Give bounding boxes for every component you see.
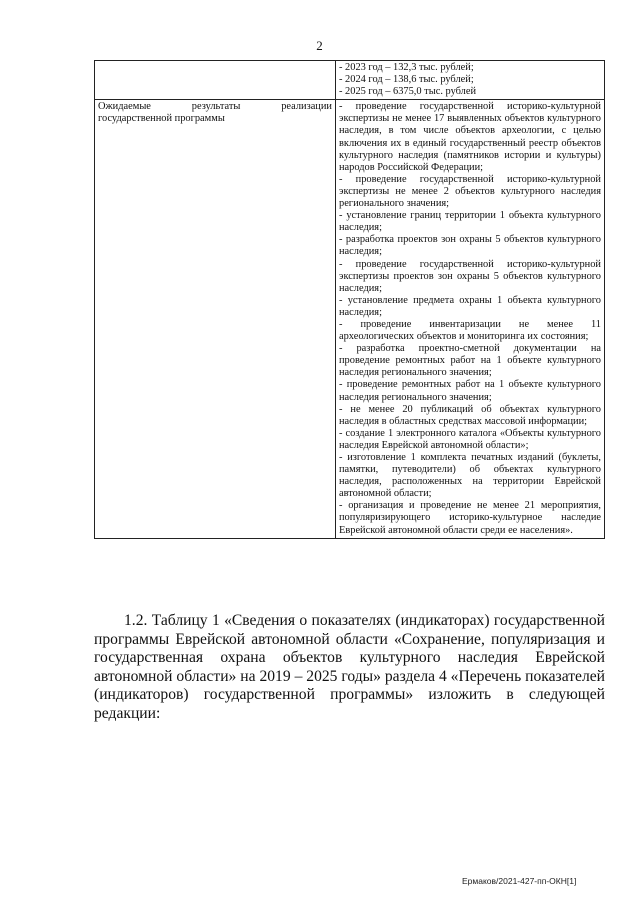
list-item bbox=[339, 379, 601, 403]
results-items-cell bbox=[336, 100, 605, 538]
results-label-cell bbox=[95, 100, 336, 538]
table-row-expected-results bbox=[95, 100, 605, 538]
list-item bbox=[339, 101, 601, 174]
result-item-text: - изготовление 1 комплекта печатных изданий (буклеты, памятки, путеводители) об объектах культурного наследия, расположенных на территории Еврейской автономной области; bbox=[339, 452, 601, 500]
result-item-text: - проведение ремонтных работ на 1 объекте культурного наследия регионального значения; bbox=[339, 379, 601, 403]
amendment-paragraph: 1.2. Таблицу 1 «Сведения о показателях (индикаторах) государственной программы Еврейской автономной области «Сохранение, популяризация и государственная охрана объектов культурного наследия Еврейской автономной области» на 2019 – 2025 годы» раздела 4 «Перечень показателей (индикаторов) государственной программы» изложить в следующей редакции: bbox=[94, 612, 605, 722]
list-item bbox=[339, 259, 601, 295]
funding-line-2025: - 2025 год – 6375,0 тыс. рублей bbox=[339, 86, 477, 98]
result-item-text: - проведение государственной историко-культурной экспертизы проектов зон охраны 5 объектов культурного наследия; bbox=[339, 258, 601, 294]
list-item bbox=[339, 295, 601, 319]
list-item bbox=[339, 452, 601, 500]
result-item-text: - организация и проведение не менее 21 мероприятия, популяризирующего историко-культурное наследие Еврейской автономной области среди ее населения». bbox=[339, 500, 601, 536]
list-item bbox=[339, 343, 601, 379]
program-table bbox=[94, 60, 605, 539]
result-item-text: - не менее 20 публикаций об объектах культурного наследия в областных средствах массовой информации; bbox=[339, 403, 601, 427]
list-item bbox=[339, 428, 601, 452]
funding-label-cell bbox=[95, 61, 336, 100]
list-item bbox=[339, 174, 601, 210]
list-item bbox=[339, 210, 601, 234]
result-item-text: - установление границ территории 1 объекта культурного наследия; bbox=[339, 210, 601, 234]
list-item bbox=[339, 404, 601, 428]
result-item-text: - проведение инвентаризации не менее 11 археологических объектов и мониторинга их состояния; bbox=[339, 318, 601, 343]
result-item-text: - установление предмета охраны 1 объекта культурного наследия; bbox=[339, 294, 601, 318]
table-row-funding bbox=[95, 61, 605, 100]
list-item bbox=[339, 234, 601, 258]
list-item bbox=[339, 319, 601, 343]
page-number: 2 bbox=[316, 38, 323, 53]
result-item-text: - проведение государственной историко-культурной экспертизы не менее 17 выявленных объектов культурного наследия, в том числе объектов археологии, с целью включения их в единый государственный реестр объектов культурного наследия (памятников истории и культуры) народов Российской Федерации; bbox=[339, 101, 601, 173]
footer-document-reference: Ермаков/2021-427-пп-ОКН[1] bbox=[462, 876, 577, 886]
results-label: Ожидаемые результаты реализации государственной программы bbox=[98, 101, 332, 125]
result-item-text: - разработка проектно-сметной документации на проведение ремонтных работ на 1 объекте культурного наследия регионального значения; bbox=[339, 343, 601, 379]
funding-line-2024: - 2024 год – 138,6 тыс. рублей; bbox=[339, 74, 474, 86]
funding-line-2023: - 2023 год – 132,3 тыс. рублей; bbox=[339, 62, 474, 73]
result-item-text: - разработка проектов зон охраны 5 объектов культурного наследия; bbox=[339, 234, 601, 258]
funding-values-cell bbox=[336, 61, 605, 100]
list-item bbox=[339, 500, 601, 536]
result-item-text: - создание 1 электронного каталога «Объекты культурного наследия Еврейской автономной области»; bbox=[339, 427, 601, 451]
result-item-text: - проведение государственной историко-культурной экспертизы не менее 2 объектов культурного наследия регионального значения; bbox=[339, 173, 601, 210]
